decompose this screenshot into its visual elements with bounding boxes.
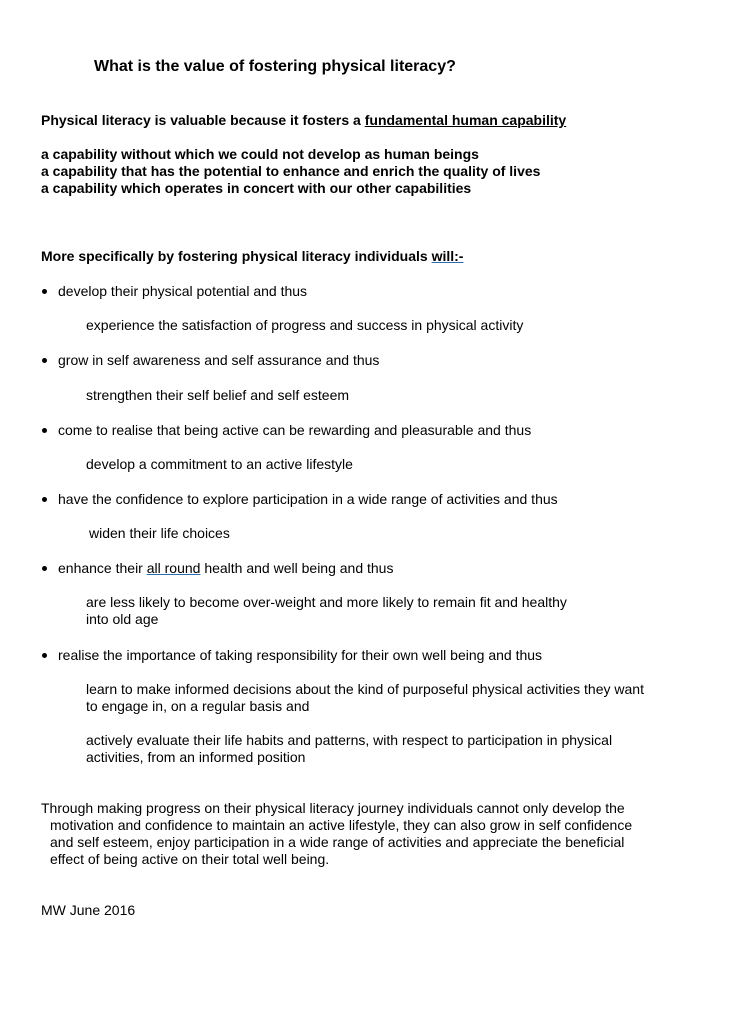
intro-text: Physical literacy is valuable because it fosters a — [41, 112, 365, 128]
bullet-item-5 — [58, 560, 393, 577]
bullet-item-3: come to realise that being active can be rewarding and pleasurable and thus — [58, 422, 532, 438]
intro-underlined-phrase: fundamental human capability — [364, 112, 567, 128]
conclusion-line-3: and self esteem, enjoy participation in a wide range of activities and appreciate the beneficial — [50, 834, 625, 850]
sub-item-4: widen their life choices — [89, 525, 230, 541]
bullet-item-5-pre: enhance their — [58, 560, 147, 576]
bullet-dot — [42, 566, 47, 571]
bullet-dot — [42, 289, 47, 294]
bullet-item-1: develop their physical potential and thus — [58, 283, 308, 299]
specific-heading — [41, 248, 463, 265]
sub-item-7-line-2: activities, from an informed position — [86, 749, 306, 765]
conclusion-line-2: motivation and confidence to maintain an active lifestyle, they can also grow in self confidence — [50, 817, 633, 833]
sub-item-5-line-1: are less likely to become over-weight and more likely to remain fit and healthy — [86, 594, 567, 610]
bullet-dot — [42, 358, 47, 363]
sub-item-3: develop a commitment to an active lifestyle — [86, 456, 353, 472]
sub-item-2: strengthen their self belief and self esteem — [86, 387, 350, 403]
sub-item-7-line-1: actively evaluate their life habits and patterns, with respect to participation in physical — [86, 732, 613, 748]
capability-line-2: a capability that has the potential to enhance and enrich the quality of lives — [41, 163, 541, 179]
bullet-dot — [42, 497, 47, 502]
specific-heading-underlined: will:- — [431, 248, 464, 264]
conclusion-line-1: Through making progress on their physical literacy journey individuals cannot only develop the — [41, 800, 625, 816]
bullet-item-5-underlined: all round — [146, 560, 201, 576]
sub-item-5-line-2: into old age — [86, 611, 159, 627]
bullet-dot — [42, 428, 47, 433]
bullet-item-6: realise the importance of taking responsibility for their own well being and thus — [58, 647, 543, 663]
conclusion-line-4: effect of being active on their total well being. — [50, 851, 330, 867]
bullet-dot — [42, 653, 47, 658]
sub-item-1: experience the satisfaction of progress and success in physical activity — [86, 317, 524, 333]
capability-line-1: a capability without which we could not develop as human beings — [41, 146, 479, 162]
bullet-item-5-post: health and well being and thus — [200, 560, 394, 576]
intro-line — [41, 112, 566, 129]
bullet-item-2: grow in self awareness and self assurance and thus — [58, 352, 380, 368]
sub-item-6-line-1: learn to make informed decisions about the kind of purposeful physical activities they want — [86, 681, 644, 697]
specific-heading-text: More specifically by fostering physical literacy individuals — [41, 248, 432, 264]
capability-line-3: a capability which operates in concert with our other capabilities — [41, 180, 472, 196]
bullet-item-4: have the confidence to explore participation in a wide range of activities and thus — [58, 491, 558, 507]
sub-item-6-line-2: to engage in, on a regular basis and — [86, 698, 310, 714]
page-title: What is the value of fostering physical literacy? — [94, 58, 456, 75]
signature: MW June 2016 — [41, 902, 136, 918]
